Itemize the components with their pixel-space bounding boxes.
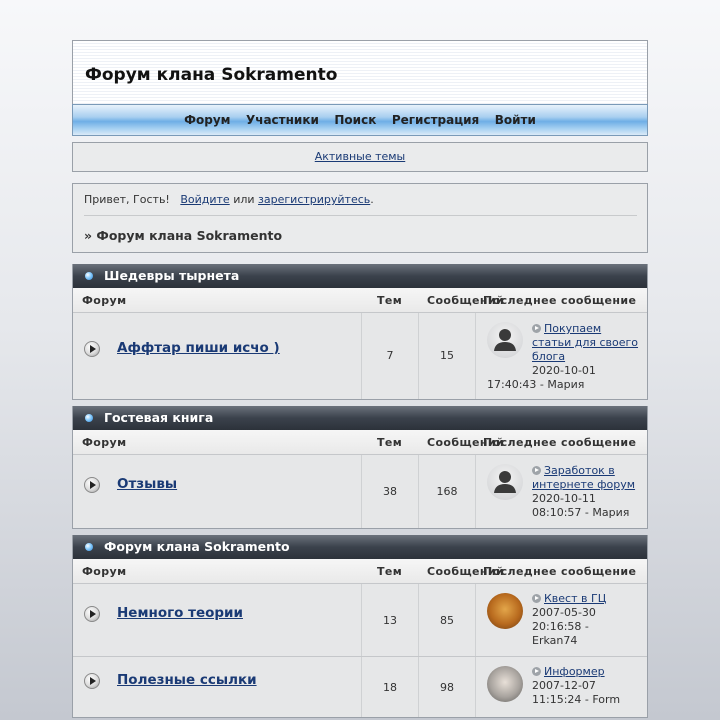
post-arrow-icon (532, 324, 541, 333)
main-nav (72, 104, 648, 136)
welcome-divider (84, 215, 637, 216)
col-forum: Форум (82, 294, 127, 307)
topics-count: 7 (386, 349, 394, 362)
forum-arrow-icon[interactable] (84, 606, 100, 622)
post-arrow-icon (532, 667, 541, 676)
col-topics: Тем (377, 565, 403, 578)
bullet-icon (85, 543, 93, 551)
forum-link[interactable]: Отзывы (117, 476, 178, 492)
col-forum: Форум (82, 565, 127, 578)
posts-count: 15 (440, 349, 454, 362)
category-title: Гостевая книга (104, 410, 214, 425)
period-text: . (370, 193, 374, 206)
category-shedevry (72, 264, 648, 400)
last-topic-link[interactable]: Заработок в интернете форум (532, 464, 636, 491)
topics-count: 13 (383, 614, 397, 627)
nav-forum[interactable]: Форум (184, 113, 231, 127)
bullet-icon (85, 414, 93, 422)
forum-link[interactable]: Аффтар пиши исчо ) (117, 340, 280, 356)
forum-row (73, 313, 647, 399)
posts-count: 168 (436, 485, 458, 498)
forum-row (73, 455, 647, 528)
col-forum: Форум (82, 436, 127, 449)
breadcrumb: » Форум клана Sokramento (84, 228, 283, 243)
posts-count: 98 (440, 681, 454, 694)
last-post-date: 2007-05-30 (532, 606, 596, 619)
table-header (73, 559, 647, 584)
last-post (487, 592, 643, 648)
col-topics: Тем (377, 294, 403, 307)
active-topics-link[interactable]: Активные темы (314, 150, 406, 163)
login-link[interactable]: Войдите (180, 193, 230, 206)
active-topics-bar (72, 142, 648, 172)
forum-row (73, 584, 647, 657)
last-topic-link[interactable]: Информер (544, 665, 605, 678)
post-arrow-icon (532, 466, 541, 475)
last-post (487, 464, 643, 520)
last-topic-link[interactable]: Покупаем статьи для своего блога (532, 322, 639, 363)
category-sokramento (72, 535, 648, 718)
topics-count: 38 (383, 485, 397, 498)
last-post-time-user: 08:10:57 - Мария (532, 506, 630, 519)
col-last: Последнее сообщение (483, 436, 637, 449)
forum-link[interactable]: Немного теории (117, 605, 243, 621)
col-topics: Тем (377, 436, 403, 449)
post-arrow-icon (532, 594, 541, 603)
last-post-time: 20:16:58 - (532, 620, 589, 633)
last-post-date: 2020-10-01 (532, 364, 596, 377)
posts-count: 85 (440, 614, 454, 627)
topics-count: 18 (383, 681, 397, 694)
col-posts: Сообщений (427, 294, 505, 307)
col-posts: Сообщений (427, 436, 505, 449)
category-header[interactable] (73, 535, 647, 559)
forum-title: Форум клана Sokramento (85, 65, 338, 85)
category-title: Форум клана Sokramento (104, 539, 290, 554)
last-post-date: 2020-10-11 (532, 492, 596, 505)
nav-search[interactable]: Поиск (334, 113, 377, 127)
nav-login[interactable]: Войти (494, 113, 536, 127)
category-header[interactable] (73, 406, 647, 430)
table-header (73, 288, 647, 313)
forum-arrow-icon[interactable] (84, 673, 100, 689)
bullet-icon (85, 272, 93, 280)
col-posts: Сообщений (427, 565, 505, 578)
last-post-user: Erkan74 (532, 634, 578, 647)
table-header (73, 430, 647, 455)
or-text: или (233, 193, 255, 206)
forum-arrow-icon[interactable] (84, 341, 100, 357)
category-guestbook (72, 406, 648, 529)
welcome-line (84, 193, 374, 206)
nav-register[interactable]: Регистрация (391, 113, 480, 127)
nav-members[interactable]: Участники (245, 113, 319, 127)
last-topic-link[interactable]: Квест в ГЦ (544, 592, 607, 605)
last-post (487, 665, 643, 707)
category-title: Шедевры тырнета (104, 268, 240, 283)
col-last: Последнее сообщение (483, 294, 637, 307)
forum-row (73, 657, 647, 717)
forum-header (72, 40, 648, 104)
col-last: Последнее сообщение (483, 565, 637, 578)
forum-link[interactable]: Полезные ссылки (117, 672, 257, 688)
last-post-time-user: 17:40:43 - Мария (487, 378, 585, 391)
forum-arrow-icon[interactable] (84, 477, 100, 493)
last-post-date: 2007-12-07 (532, 679, 596, 692)
welcome-box (72, 183, 648, 253)
last-post-time-user: 11:15:24 - Form (532, 693, 621, 706)
register-link[interactable]: зарегистрируйтесь (258, 193, 371, 206)
forum-wrapper (72, 40, 648, 718)
category-header[interactable] (73, 264, 647, 288)
last-post (487, 322, 643, 392)
greeting-text: Привет, Гость! (84, 193, 170, 206)
